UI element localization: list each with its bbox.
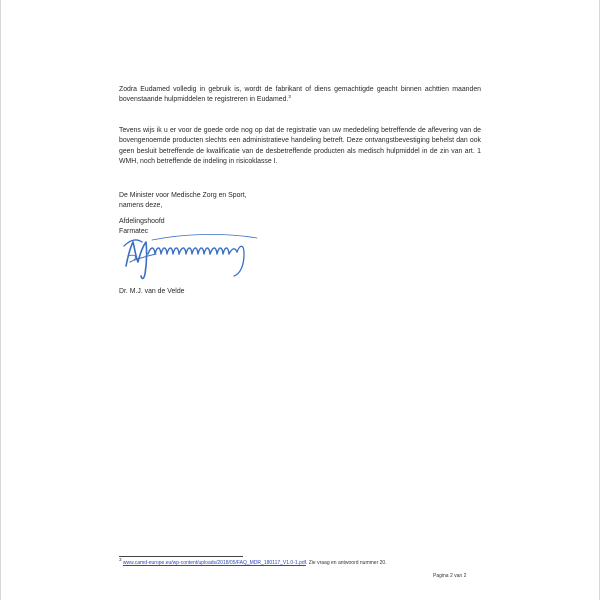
signatory-name: Dr. M.J. van de Velde [119,288,185,295]
page-number: Pagina 2 van 2 [433,573,467,579]
page-edge-left [0,0,1,600]
footnote-mark: 3 [119,557,122,562]
footnote-link[interactable]: www.camd-europe.eu/wp-content/uploads/2018/05/FAQ_MDR_180117_V1.0-1.pdf [122,560,306,566]
department-role: Afdelingshoofd [119,218,165,225]
handwritten-signature [122,232,270,282]
closing-minister: De Minister voor Medische Zorg en Sport, [119,192,247,199]
paragraph-text: Zodra Eudamed volledig in gebruik is, wordt de fabrikant of diens gemachtigde geacht binnen achttien maanden bovenstaande hulpmiddelen te registreren in Eudamed. [119,86,481,104]
closing-block [119,191,247,212]
footnote [119,557,419,567]
department-name: Farmatec [119,228,149,236]
footnote-reference: 3 [288,94,291,100]
paragraph-eudamed-registration [119,85,481,106]
footnote-divider [119,556,243,557]
closing-on-behalf: namens deze, [119,202,163,210]
paragraph-administrative-notice: Tevens wijs ik u er voor de goede orde nog op dat de registratie van uw mededeling betreffende de aflevering van de bovengenoemde producten slechts een administratieve handeling betreft. Deze ontvangstbevestiging behelst dan ook geen besluit betreffende de kwalificatie van de desbetreffende producten als medisch hulpmiddel in de zin van art. 1 WMH, noch betreffende de indeling in risicoklasse I. [119,127,481,166]
footnote-text: . Zie vraag en antwoord nummer 20. [305,560,387,566]
